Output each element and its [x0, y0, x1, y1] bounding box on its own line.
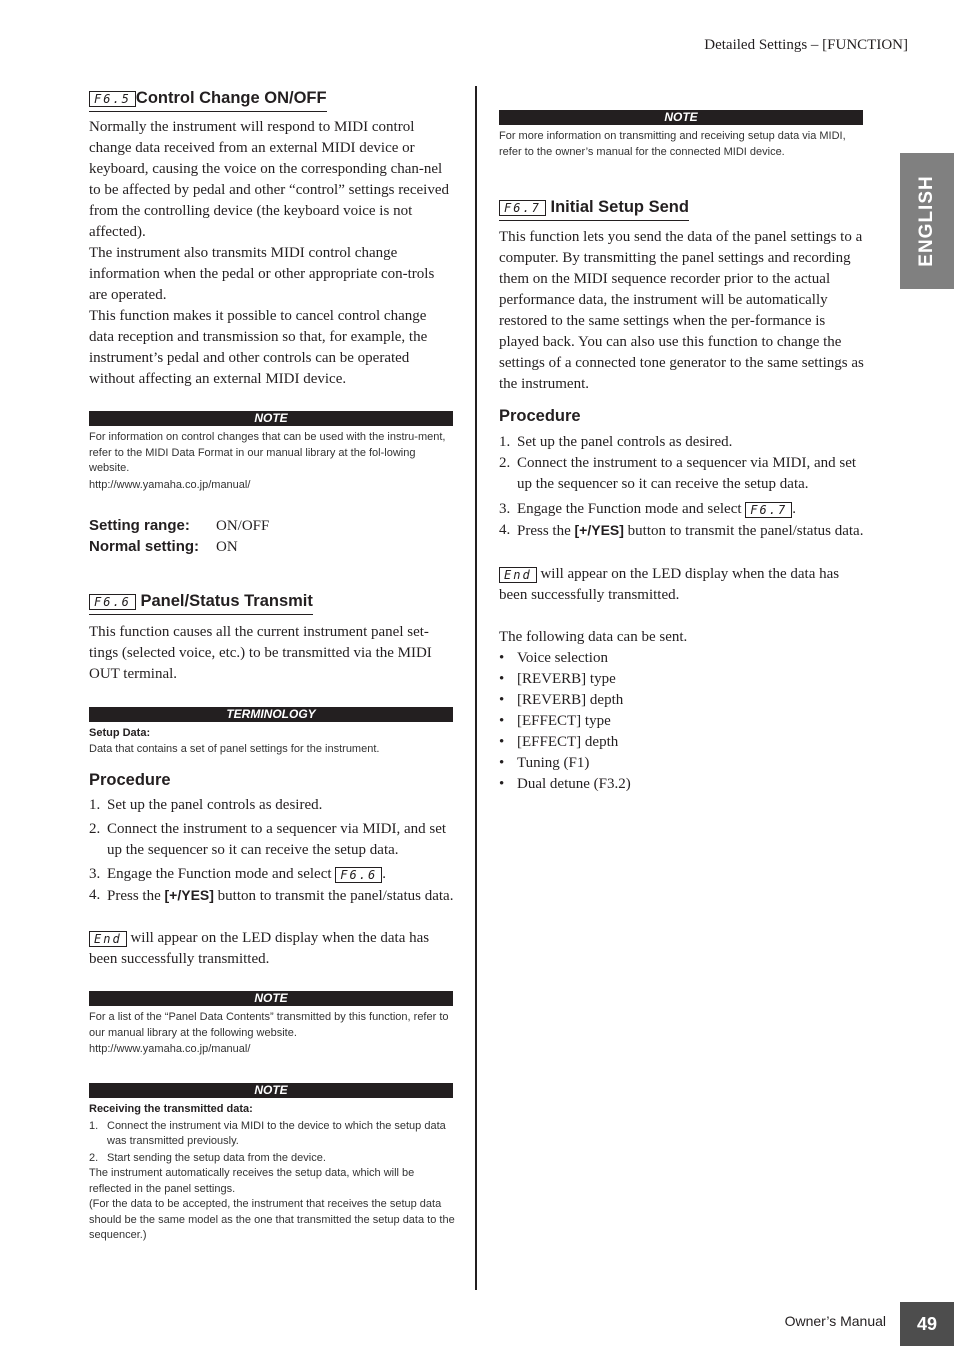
- setting-range-label: Setting range:: [89, 517, 190, 534]
- note-url: http://www.yamaha.co.jp/manual/: [89, 1043, 251, 1055]
- lcd-code: F6.5: [89, 91, 136, 107]
- procedure-heading: Procedure: [499, 407, 581, 425]
- list-item: • [EFFECT] type: [499, 713, 611, 729]
- yes-button-label: [+/YES]: [574, 522, 624, 538]
- terminology-bar: TERMINOLOGY: [89, 707, 453, 722]
- data-list: [499, 648, 865, 795]
- section-title: Initial Setup Send: [550, 198, 689, 216]
- list-item: • [EFFECT] depth: [499, 734, 619, 750]
- end-message: End will appear on the LED display when the data has been successfully transmitted.: [499, 566, 840, 603]
- lcd-code: F6.6: [335, 867, 382, 883]
- lcd-code: F6.7: [499, 200, 546, 216]
- lcd-code: F6.7: [745, 502, 792, 518]
- note-bar: NOTE: [499, 110, 863, 125]
- paragraph: Normally the instrument will respond to MIDI control change data received from an external MIDI device or keyboard, causing the voice on the corresponding chan-nel to be affected by pedal and other “control” settings received from the controlling device (the keyboard voice is not affected).: [89, 119, 449, 240]
- note-text: For a list of the “Panel Data Contents” transmitted by this function, refer to our manual library at the following website.: [89, 1011, 449, 1039]
- running-header: Detailed Settings – [FUNCTION]: [704, 37, 908, 53]
- procedure-step: 4. Press the [+/YES] button to transmit the panel/status data.: [499, 522, 864, 539]
- terminology-body: [89, 726, 455, 757]
- procedure-heading: Procedure: [89, 771, 171, 789]
- yes-button-label: [+/YES]: [164, 887, 214, 903]
- note-step: 1. Connect the instrument via MIDI to the device to which the setup data was transmitted previously.: [89, 1119, 446, 1147]
- normal-setting-row: [89, 536, 238, 558]
- note-body: [89, 1010, 455, 1058]
- procedure-step: 1. Set up the panel controls as desired.: [89, 797, 323, 813]
- note-body: [89, 1102, 455, 1244]
- note-text: The instrument automatically receives the setup data, which will be reflected in the panel settings.: [89, 1167, 415, 1195]
- procedure-step: 2. Connect the instrument to a sequencer via MIDI, and set up the sequencer so it can receive the setup data.: [89, 821, 447, 858]
- note-bar: NOTE: [89, 991, 453, 1006]
- paragraph: This function causes all the current instrument panel set-tings (selected voice, etc.) to be transmitted via the MIDI OUT terminal.: [89, 624, 432, 682]
- note-text: For information on control changes that can be used with the instru-ment, refer to the MIDI Data Format in our manual library at the fol-lowing website.: [89, 431, 446, 474]
- language-tab-label: ENGLISH: [916, 175, 937, 267]
- list-item: • [REVERB] type: [499, 671, 616, 687]
- procedure-step: 3. Engage the Function mode and select F6.6 .: [89, 866, 386, 882]
- lcd-code: End: [499, 567, 537, 583]
- note-body: [89, 430, 455, 493]
- note-step: 2. Start sending the setup data from the device.: [89, 1151, 326, 1164]
- section-heading-panel-status: [89, 590, 313, 615]
- note-body: [499, 129, 865, 160]
- list-item: • [REVERB] depth: [499, 692, 624, 708]
- note-text: (For the data to be accepted, the instrument that receives the setup data should be the same model as the one that transmitted the setup data to the sequencer.): [89, 1198, 455, 1241]
- list-item: • Tuning (F1): [499, 755, 590, 771]
- note-title: Receiving the transmitted data:: [89, 1103, 253, 1115]
- lcd-code: F6.6: [89, 594, 136, 610]
- procedure-step: 3. Engage the Function mode and select F6.7 .: [499, 501, 796, 517]
- end-message: End will appear on the LED display when the data has been successfully transmitted.: [89, 930, 430, 967]
- procedure-step: 1. Set up the panel controls as desired.: [499, 434, 733, 450]
- section-title: Control Change ON/OFF: [135, 89, 327, 107]
- normal-setting-value: ON: [216, 539, 238, 555]
- section-title: Panel/Status Transmit: [140, 592, 313, 610]
- normal-setting-label: Normal setting:: [89, 538, 200, 555]
- note-bar: NOTE: [89, 411, 453, 426]
- procedure-step: 2. Connect the instrument to a sequencer via MIDI, and set up the sequencer so it can receive the setup data.: [499, 455, 857, 492]
- lcd-code: End: [89, 931, 127, 947]
- procedure-step: 4. Press the [+/YES] button to transmit the panel/status data.: [89, 887, 454, 904]
- paragraph: The instrument also transmits MIDI control change information when the pedal or other appropriate con-trols are operated.: [89, 245, 435, 303]
- list-item: • Dual detune (F3.2): [499, 776, 631, 792]
- data-list-intro: The following data can be sent.: [499, 629, 688, 645]
- setting-range-value: ON/OFF: [216, 518, 270, 534]
- procedure-steps: [499, 432, 865, 542]
- note-text: For more information on transmitting and receiving setup data via MIDI, refer to the owner’s manual for the connected MIDI device.: [499, 130, 846, 158]
- footer-label: Owner’s Manual: [784, 1313, 886, 1329]
- paragraph: This function makes it possible to cancel control change data reception and transmission so that, for example, the instrument’s pedal and other controls can be operated without affecting an external MIDI device.: [89, 308, 428, 387]
- section-heading-control-change: [89, 87, 327, 112]
- terminology-title: Setup Data:: [89, 727, 151, 739]
- section-body: [89, 622, 455, 685]
- procedure-steps: [89, 795, 455, 907]
- setting-range-row: [89, 515, 269, 537]
- terminology-text: Data that contains a set of panel settings for the instrument.: [89, 742, 380, 755]
- column-divider: [475, 86, 477, 1290]
- page-number: 49: [900, 1302, 954, 1346]
- note-bar: NOTE: [89, 1083, 453, 1098]
- list-item: • Voice selection: [499, 650, 608, 666]
- paragraph: This function lets you send the data of the panel settings to a computer. By transmitting the panel settings and recording them on the MIDI sequence recorder prior to the actual performance data, the instrument will be automatically restored to the same settings when the per-formance is played back. You can also use this function to change the settings of a connected tone generator to the same settings as the instrument.: [499, 229, 864, 392]
- section-body: [89, 117, 455, 390]
- section-heading-initial-setup: [499, 196, 689, 221]
- language-tab: [900, 153, 954, 289]
- note-url: http://www.yamaha.co.jp/manual/: [89, 478, 251, 491]
- section-body: [499, 227, 865, 395]
